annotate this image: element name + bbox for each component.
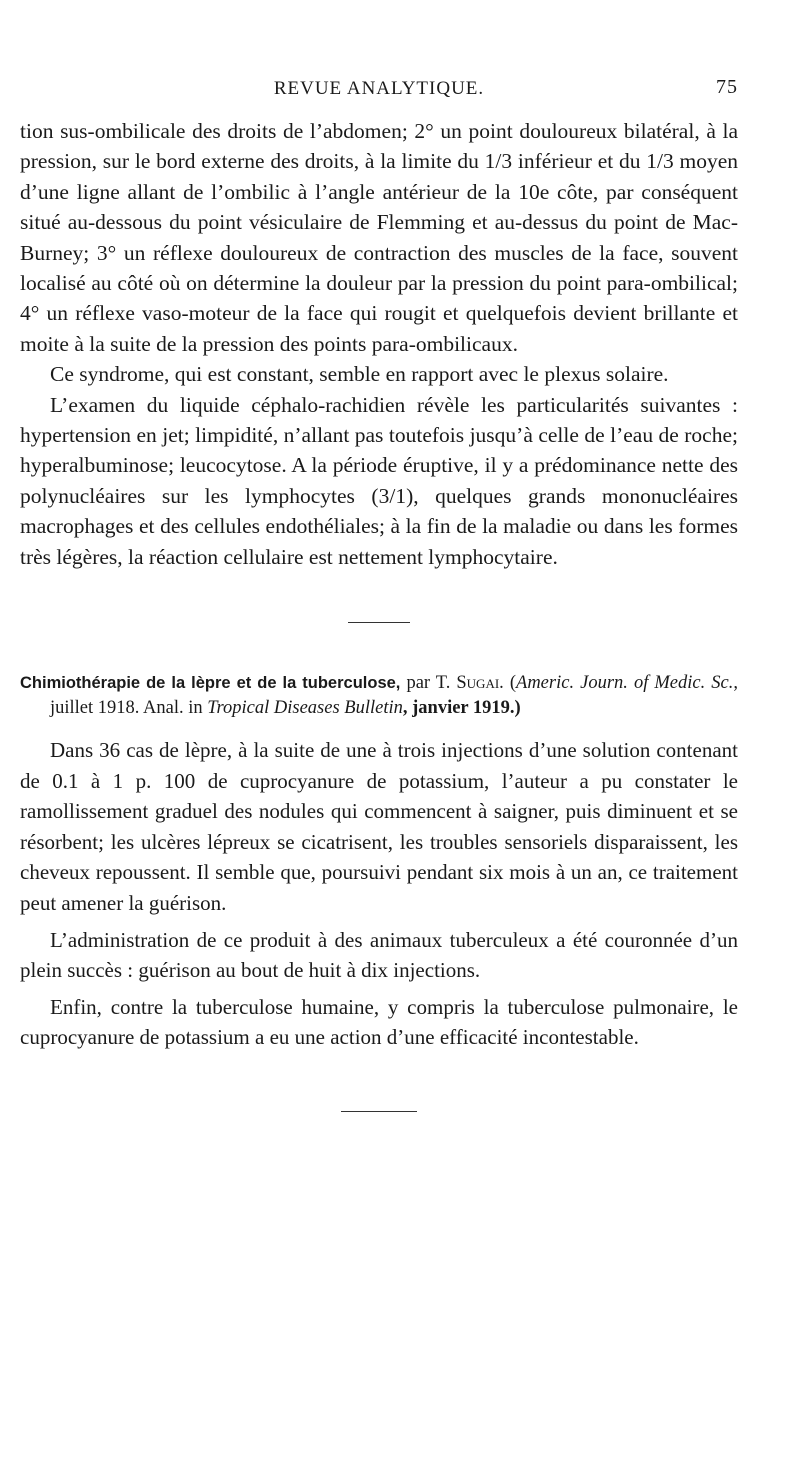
abstract-paragraph-lepre: Dans 36 cas de lèpre, à la suite de une à trois injections d’une solution contenant de 0.1 à 1 p. 100 de cuprocyanure de potassium, l’auteur a pu constater le ramollissement graduel des nodules qui commencent à saigner, puis diminuent et se résorbent; les ulcères lépreux se cicatrisent, les troubles sensoriels disparaissent, les cheveux repoussent. Il semble que, poursuivi pendant six mois à un an, ce traitement peut amener la guérison. [20, 738, 738, 916]
abstract-date: , juillet 1918. Anal. in [50, 673, 738, 719]
running-header [20, 70, 738, 104]
abstract-bulletin-date: , janvier 1919.) [402, 698, 521, 719]
paragraph-continued: tion sus-ombilicale des droits de l’abdomen; 2° un point douloureux bilatéral, à la pression, sur le bord externe des droits, à la limite du 1/3 inférieur et du 1/3 moyen d’une ligne allant de l’ombilic à l’angle antérieur de la 10e côte, par conséquent situé au-dessous du point vésiculaire de Flemming et au-dessus du point de Mac-Burney; 3° un réflexe douloureux de contraction des muscles de la face, souvent localisé au côté où on détermine la douleur par la pression du point para-ombilical; 4° un réflexe vaso-moteur de la face qui rougit et quelquefois devient brillante et moite à la suite de la pression des points para-ombilicaux. [20, 119, 738, 356]
abstract-journal: Americ. Journ. of Medic. Sc. [516, 673, 734, 694]
abstract-title: Chimiothérapie de la lèpre et de la tuberculose, [20, 674, 401, 693]
abstract-chimiotherapie [20, 671, 738, 1053]
page [20, 70, 738, 1112]
section-continued-text [20, 116, 738, 572]
abstract-paragraph-humaine: Enfin, contre la tuberculose humaine, y compris la tuberculose pulmonaire, le cuprocyanure de potassium a eu une action d’une efficacité incontestable. [20, 994, 738, 1050]
abstract-heading [20, 671, 738, 721]
running-title: REVUE ANALYTIQUE. [273, 78, 485, 99]
end-divider [341, 1111, 417, 1112]
abstract-author: Sugai. [456, 673, 504, 694]
abstract-bulletin: Tropical Diseases Bulletin [207, 698, 403, 719]
abstract-paragraph-animaux: L’administration de ce produit à des animaux tuberculeux a été couronnée d’un plein succès : guérison au bout de huit à dix injections. [20, 927, 738, 983]
abstract-by: par T. [406, 673, 451, 694]
paragraph-syndrome: Ce syndrome, qui est constant, semble en rapport avec le plexus solaire. [50, 362, 669, 387]
section-divider [348, 622, 410, 623]
page-number: 75 [716, 76, 738, 98]
abstract-open-paren: ( [509, 673, 517, 694]
paragraph-csf-exam: L’examen du liquide céphalo-rachidien révèle les particularités suivantes : hypertension en jet; limpidité, n’allant pas toutefois jusqu’à celle de l’eau de roche; hyperalbuminose; leucocytose. A la période éruptive, il y a prédominance nette des polynucléaires sur les lymphocytes (3/1), quelques grands mononucléaires macrophages et des cellules endothéliales; à la fin de la maladie ou dans les formes très légères, la réaction cellulaire est nettement lymphocytaire. [20, 392, 738, 569]
